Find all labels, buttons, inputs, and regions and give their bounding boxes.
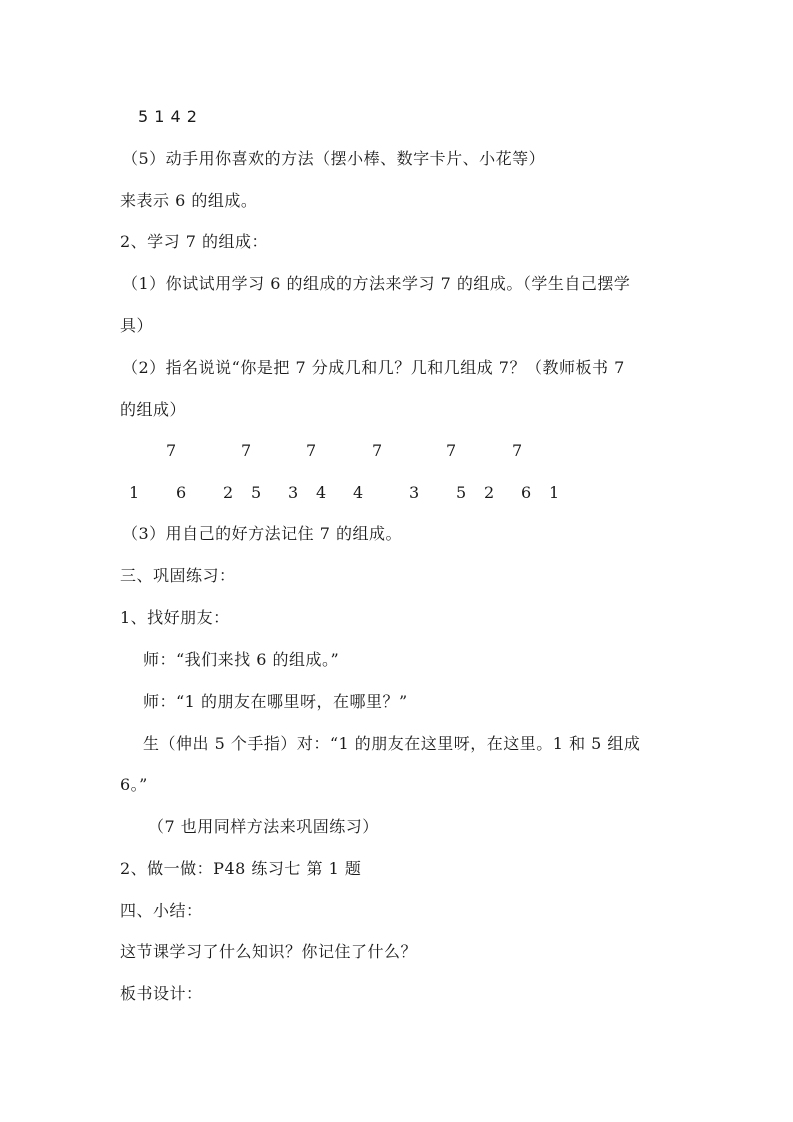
composition-7-top: 7	[372, 441, 383, 460]
teacher-line-1: 师：“我们来找 6 的组成。”	[143, 650, 340, 669]
composition-7-top: 7	[241, 441, 252, 460]
composition-7-part: 5	[456, 483, 467, 502]
composition-7-part: 1	[129, 483, 140, 502]
composition-7-part: 4	[353, 483, 364, 502]
step-5-continuation: 来表示 6 的组成。	[120, 191, 258, 210]
composition-7-top: 7	[446, 441, 457, 460]
teacher-line-2: 师：“1 的朋友在哪里呀，在哪里？”	[143, 692, 408, 711]
composition-6-row: 5 1 4 2	[138, 107, 198, 126]
step-2-text: （2）指名说说“你是把 7 分成几和几？几和几组成 7？（教师板书 7	[122, 358, 625, 377]
composition-7-part: 3	[288, 483, 299, 502]
student-line-continuation: 6。”	[120, 775, 148, 794]
composition-7-top: 7	[166, 441, 177, 460]
composition-7-part: 6	[521, 483, 532, 502]
composition-7-top: 7	[512, 441, 523, 460]
student-line: 生（伸出 5 个手指）对：“1 的朋友在这里呀，在这里。1 和 5 组成	[143, 734, 641, 753]
composition-7-part: 2	[223, 483, 234, 502]
exercise-1-heading: 1、找好朋友：	[120, 608, 230, 627]
composition-7-part: 2	[484, 483, 495, 502]
section-3-heading: 三、巩固练习：	[120, 566, 236, 585]
composition-7-part: 4	[316, 483, 327, 502]
summary-question: 这节课学习了什么知识？你记住了什么？	[120, 942, 418, 961]
board-design-heading: 板书设计：	[120, 984, 203, 1003]
composition-7-part: 1	[549, 483, 560, 502]
exercise-note: （7 也用同样方法来巩固练习）	[148, 817, 379, 836]
composition-7-part: 3	[409, 483, 420, 502]
section-2-heading: 2、学习 7 的组成：	[120, 232, 269, 251]
exercise-2-heading: 2、做一做：P48 练习七 第 1 题	[120, 859, 362, 878]
composition-7-top: 7	[306, 441, 317, 460]
step-3-text: （3）用自己的好方法记住 7 的组成。	[122, 524, 403, 543]
step-2-continuation: 的组成）	[120, 400, 187, 419]
composition-7-part: 6	[176, 483, 187, 502]
step-5-text: （5）动手用你喜欢的方法（摆小棒、数字卡片、小花等）	[122, 149, 546, 168]
step-1-text: （1）你试试用学习 6 的组成的方法来学习 7 的组成。（学生自己摆学	[122, 274, 631, 293]
step-1-continuation: 具）	[120, 316, 154, 335]
section-4-heading: 四、小结：	[120, 901, 203, 920]
composition-7-part: 5	[251, 483, 262, 502]
